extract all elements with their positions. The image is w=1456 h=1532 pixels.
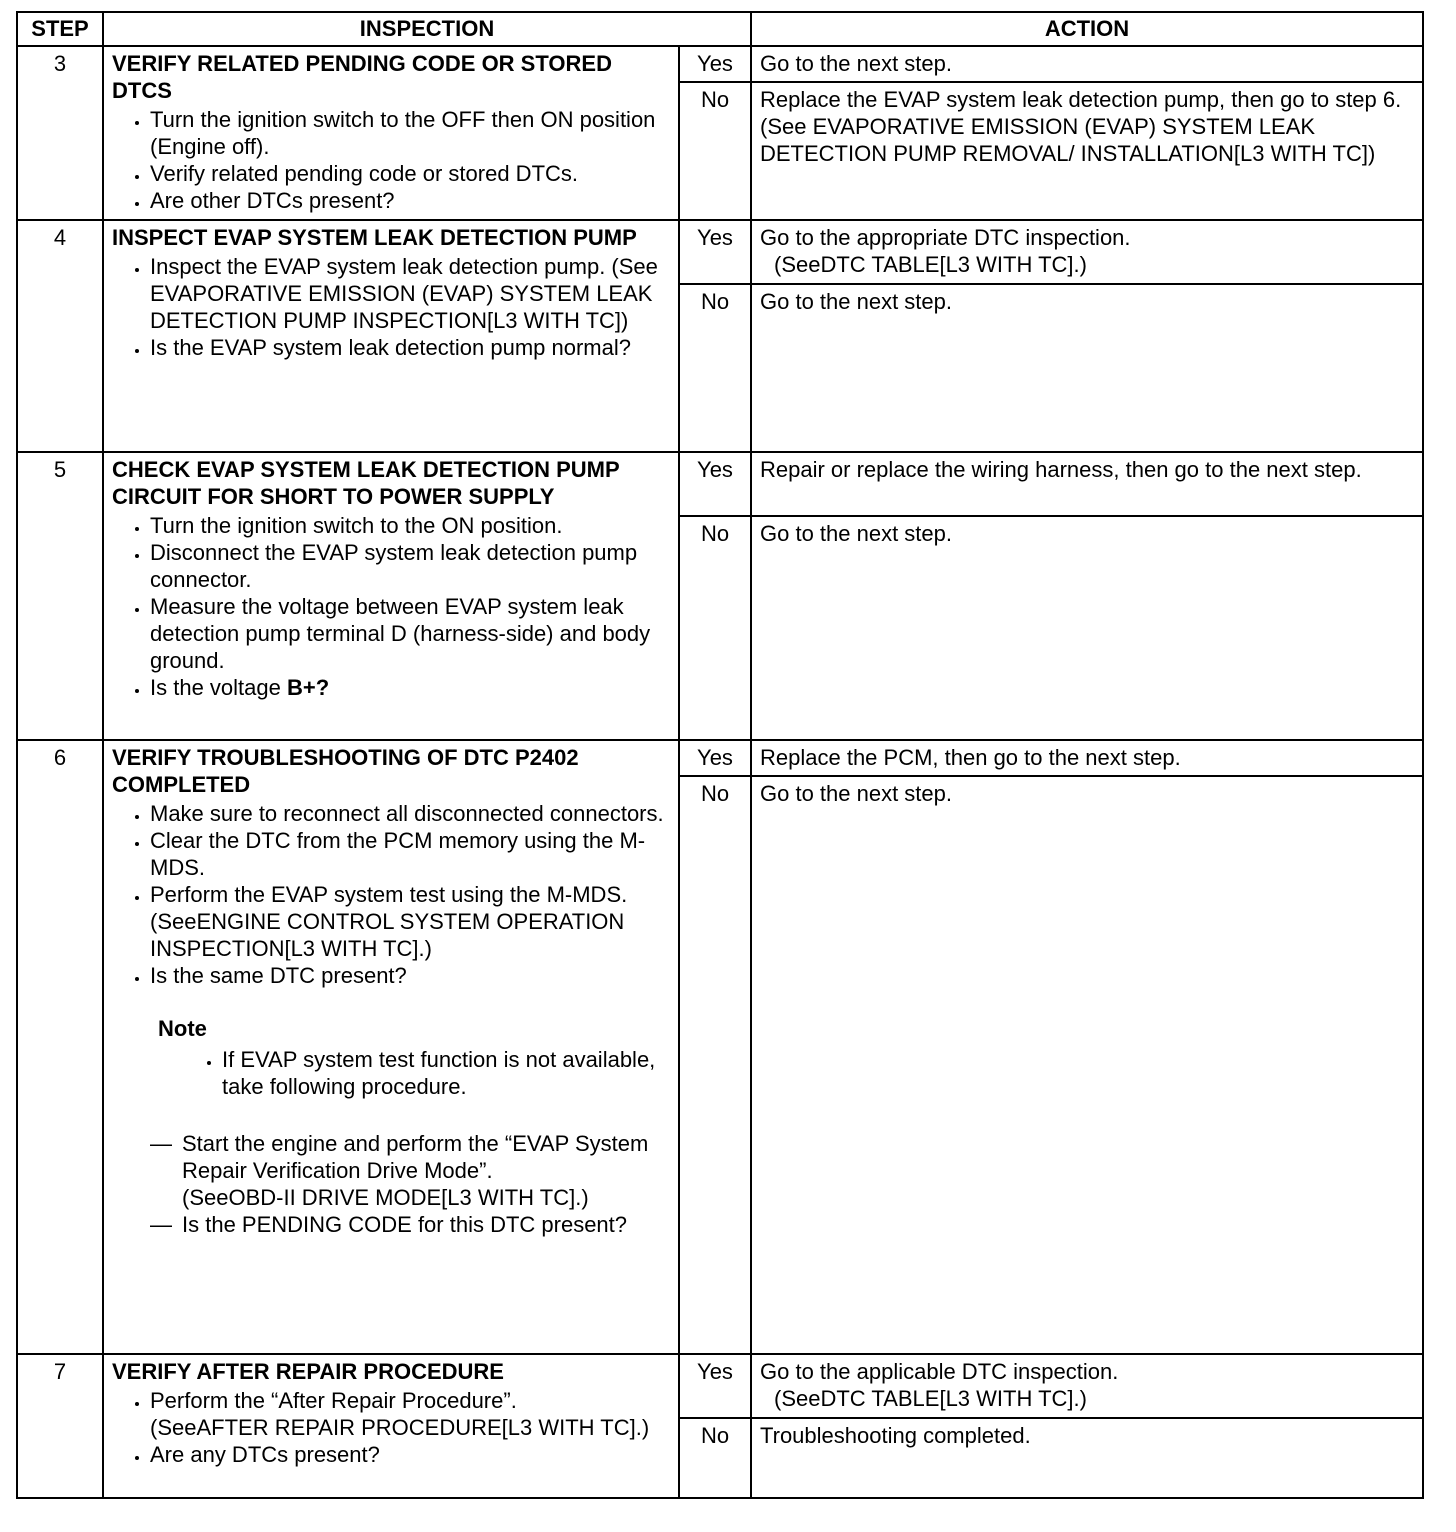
inspection-heading: VERIFY TROUBLESHOOTING OF DTC P2402 COMPLETED	[112, 745, 579, 797]
troubleshooting-table	[16, 11, 1424, 1499]
no-label: No	[679, 516, 751, 740]
list-item: • Turn the ignition switch to the OFF then ON position (Engine off).	[150, 106, 670, 160]
bullet-text: Perform the EVAP system test using the M-MDS.	[150, 882, 628, 907]
inspection-bullets	[112, 800, 670, 989]
dash-item	[182, 1130, 670, 1211]
inspection-cell	[103, 46, 679, 220]
header-action: ACTION	[751, 12, 1423, 46]
step-number: 7	[17, 1354, 103, 1498]
step-number: 3	[17, 46, 103, 220]
inspection-bullets	[112, 512, 670, 701]
list-item: • Is the EVAP system leak detection pump normal?	[150, 334, 670, 361]
list-item: • Turn the ignition switch to the ON position.	[150, 512, 670, 539]
list-item: • Measure the voltage between EVAP system leak detection pump terminal D (harness-side) and body ground.	[150, 593, 670, 674]
no-action: Go to the next step.	[751, 776, 1423, 1354]
no-action: Replace the EVAP system leak detection pump, then go to step 6. (See EVAPORATIVE EMISSION (EVAP) SYSTEM LEAK DETECTION PUMP REMOVAL/ INSTALLATION[L3 WITH TC])	[751, 82, 1423, 220]
see-reference: (SeeDTC TABLE[L3 WITH TC].)	[774, 1386, 1087, 1411]
table-row	[17, 46, 1423, 82]
see-reference: (SeeOBD-II DRIVE MODE[L3 WITH TC].)	[182, 1185, 589, 1210]
list-item	[150, 881, 670, 962]
list-item: • Are other DTCs present?	[150, 187, 670, 214]
yes-action-cell	[751, 220, 1423, 284]
inspection-heading: VERIFY RELATED PENDING CODE OR STORED DTCS	[112, 51, 612, 103]
inspection-heading: INSPECT EVAP SYSTEM LEAK DETECTION PUMP	[112, 225, 637, 250]
list-item: • Verify related pending code or stored DTCs.	[150, 160, 670, 187]
see-reference: (SeeAFTER REPAIR PROCEDURE[L3 WITH TC].)	[150, 1415, 650, 1440]
question-text: Is the voltage	[150, 675, 287, 700]
list-item: • Is the same DTC present?	[150, 962, 670, 989]
no-action: Go to the next step.	[751, 284, 1423, 452]
voltage-value: B+?	[286, 675, 330, 700]
yes-action: Go to the applicable DTC inspection.	[760, 1359, 1119, 1384]
header-step: STEP	[17, 12, 103, 46]
inspection-bullets	[112, 106, 670, 214]
yes-action: Go to the next step.	[751, 46, 1423, 82]
no-label: No	[679, 776, 751, 1354]
header-row	[17, 12, 1423, 46]
list-item: • Make sure to reconnect all disconnected connectors.	[150, 800, 670, 827]
inspection-cell	[103, 452, 679, 740]
inspection-heading: CHECK EVAP SYSTEM LEAK DETECTION PUMP CIRCUIT FOR SHORT TO POWER SUPPLY	[112, 457, 620, 509]
no-label: No	[679, 284, 751, 452]
table-row	[17, 220, 1423, 284]
dash-item: — Is the PENDING CODE for this DTC present?	[182, 1211, 670, 1238]
inspection-cell	[103, 220, 679, 452]
table-row	[17, 1354, 1423, 1418]
yes-action-cell	[751, 1354, 1423, 1418]
list-item	[150, 674, 670, 701]
yes-action: Replace the PCM, then go to the next step.	[751, 740, 1423, 776]
note-item: • If EVAP system test function is not available, take following procedure.	[222, 1046, 670, 1100]
inspection-heading: VERIFY AFTER REPAIR PROCEDURE	[112, 1359, 504, 1384]
no-label: No	[679, 82, 751, 220]
yes-label: Yes	[679, 1354, 751, 1418]
dash-text: Start the engine and perform the “EVAP System Repair Verification Drive Mode”.	[182, 1131, 649, 1183]
yes-action: Go to the appropriate DTC inspection.	[760, 225, 1131, 250]
header-inspection: INSPECTION	[103, 12, 751, 46]
yes-label: Yes	[679, 740, 751, 776]
inspection-bullets	[112, 1387, 670, 1468]
list-item	[150, 1387, 670, 1441]
no-action: Go to the next step.	[751, 516, 1423, 740]
list-item: • Are any DTCs present?	[150, 1441, 670, 1468]
yes-label: Yes	[679, 452, 751, 516]
see-reference: (SeeENGINE CONTROL SYSTEM OPERATION INSPECTION[L3 WITH TC].)	[150, 909, 625, 961]
dash-list	[112, 1130, 670, 1238]
list-item: • Disconnect the EVAP system leak detection pump connector.	[150, 539, 670, 593]
step-number: 4	[17, 220, 103, 452]
inspection-bullets	[112, 253, 670, 361]
note-label: Note	[158, 1016, 207, 1041]
step-number: 6	[17, 740, 103, 1354]
yes-action: Repair or replace the wiring harness, then go to the next step.	[751, 452, 1423, 516]
list-item: • Inspect the EVAP system leak detection pump. (See EVAPORATIVE EMISSION (EVAP) SYSTEM LEAK DETECTION PUMP INSPECTION[L3 WITH TC])	[150, 253, 670, 334]
yes-label: Yes	[679, 220, 751, 284]
table-row	[17, 740, 1423, 776]
inspection-cell	[103, 1354, 679, 1498]
no-action: Troubleshooting completed.	[751, 1418, 1423, 1498]
see-reference: (SeeDTC TABLE[L3 WITH TC].)	[774, 252, 1087, 277]
table-row	[17, 452, 1423, 516]
list-item: • Clear the DTC from the PCM memory using the M-MDS.	[150, 827, 670, 881]
inspection-cell	[103, 740, 679, 1354]
step-number: 5	[17, 452, 103, 740]
note-list	[112, 1046, 670, 1100]
bullet-text: Perform the “After Repair Procedure”.	[150, 1388, 517, 1413]
yes-label: Yes	[679, 46, 751, 82]
no-label: No	[679, 1418, 751, 1498]
